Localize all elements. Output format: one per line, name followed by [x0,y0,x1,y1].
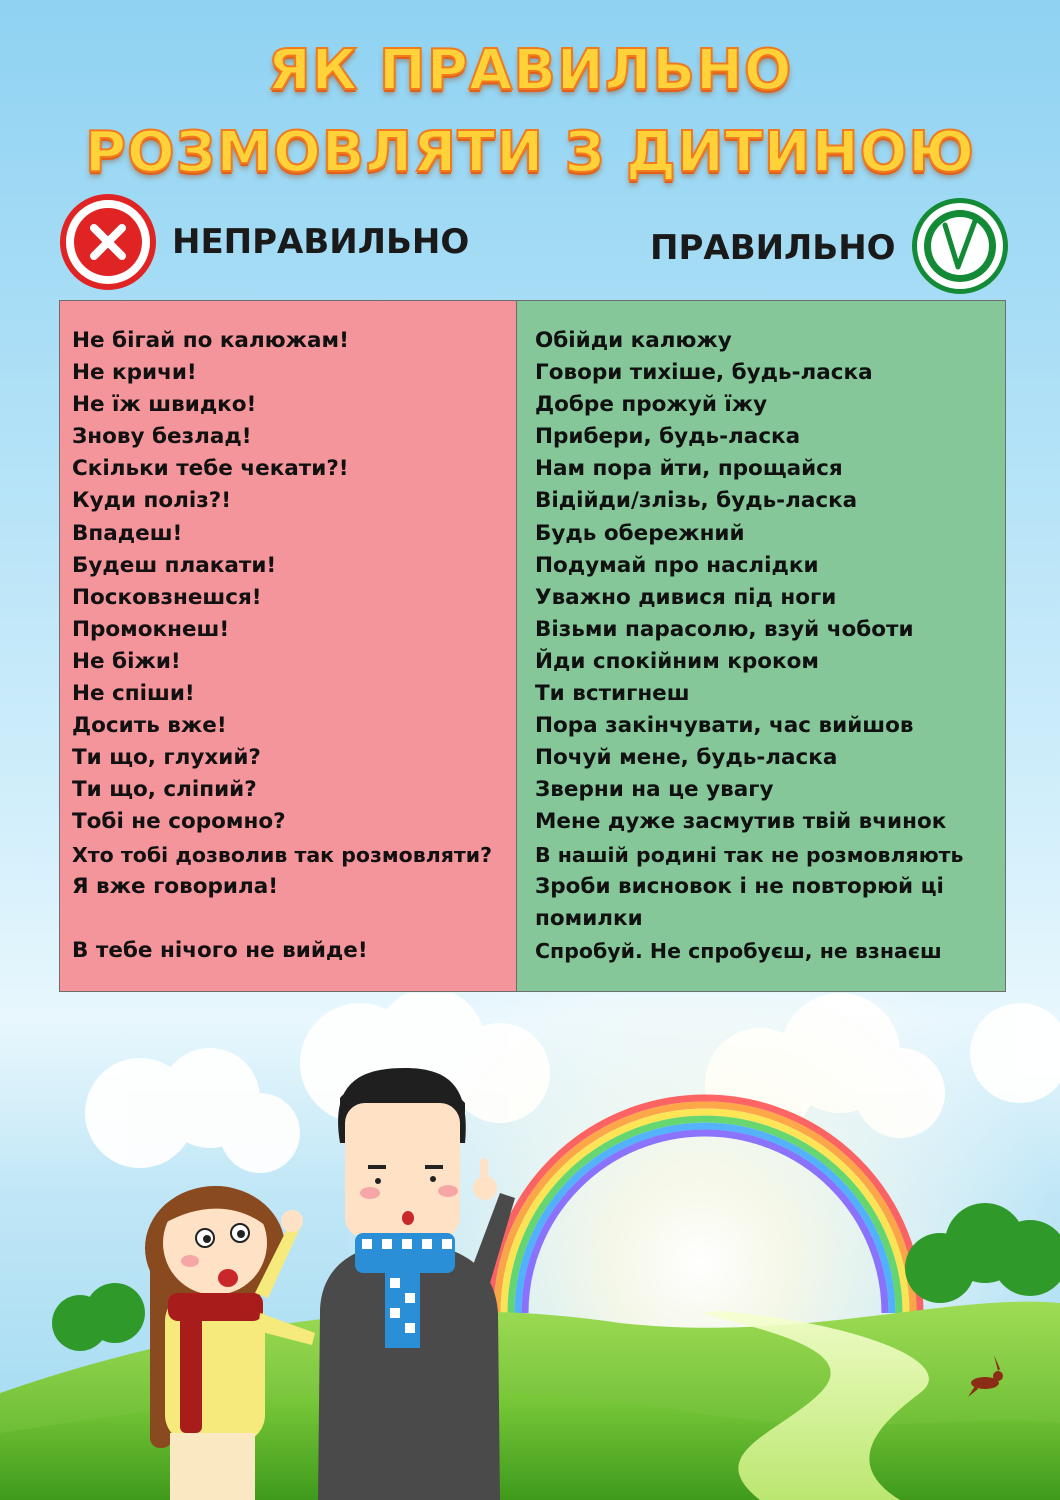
right-phrase: Говори тихіше, будь-ласка [535,360,873,386]
wrong-phrase: Тобі не соромно? [72,809,286,835]
right-header: ПРАВИЛЬНО [650,228,896,268]
wrong-phrase: Ти що, сліпий? [72,777,257,803]
right-phrase: Прибери, будь-ласка [535,424,801,450]
wrong-phrase: Не спіши! [72,681,195,707]
wrong-phrase: Не кричи! [72,360,197,386]
wrong-column [60,301,517,991]
comparison-table [59,300,1006,992]
right-phrase: Ти встигнеш [535,681,690,707]
right-phrase: Почуй мене, будь-ласка [535,745,838,771]
right-phrase: Відійди/злізь, будь-ласка [535,488,858,514]
wrong-phrase: Досить вже! [72,713,227,739]
wrong-header: НЕПРАВИЛЬНО [172,222,470,262]
wrong-phrase: Куди поліз?! [72,488,232,514]
right-phrase: Зроби висновок і не повторюй ці помилки [535,873,944,931]
right-phrase: Мене дуже засмутив твій вчинок [535,809,947,835]
landscape-illustration [0,993,1060,1500]
wrong-phrase: Скільки тебе чекати?! [72,456,349,482]
wrong-phrase: Я вже говорила! [72,873,279,899]
wrong-phrase: Посковзнешся! [72,584,262,610]
right-phrase: Подумай про наслідки [535,552,819,578]
right-phrase: Спробуй. Не спробуєш, не взнаєш [535,938,942,963]
wrong-phrase: Хто тобі дозволив так розмовляти? [72,842,493,867]
right-phrase: Обійди калюжу [535,328,732,353]
right-phrase: Нам пора йти, прощайся [535,456,843,482]
wrong-phrase: Не біжи! [72,648,181,674]
right-phrase: Зверни на це увагу [535,777,774,803]
right-phrase: Добре прожуй їжу [535,392,768,418]
right-phrase: Будь обережний [535,520,745,546]
title-line-1: ЯК ПРАВИЛЬНО [267,38,793,103]
wrong-phrase: Ти що, глухий? [72,745,261,771]
wrong-phrase: Будеш плакати! [72,552,277,578]
right-phrase: Пора закінчувати, час вийшов [535,713,914,739]
wrong-phrase: Знову безлад! [72,424,252,450]
right-phrase: Йди спокійним кроком [535,648,819,674]
check-circle-icon [912,198,1008,294]
right-phrase: Уважно дивися під ноги [535,584,837,610]
title-line-2: РОЗМОВЛЯТИ З ДИТИНОЮ [85,120,975,185]
right-phrase: В нашій родині так не розмовляють [535,842,964,867]
wrong-phrase: Промокнеш! [72,616,230,642]
cross-circle-icon [60,194,156,290]
right-phrase: Візьми парасолю, взуй чоботи [535,616,914,642]
wrong-phrase: Впадеш! [72,520,183,546]
wrong-phrase: В тебе нічого не вийде! [72,937,368,963]
wrong-phrase: Не їж швидко! [72,392,257,418]
wrong-phrase: Не бігай по калюжам! [72,328,349,353]
right-column [517,301,1005,991]
